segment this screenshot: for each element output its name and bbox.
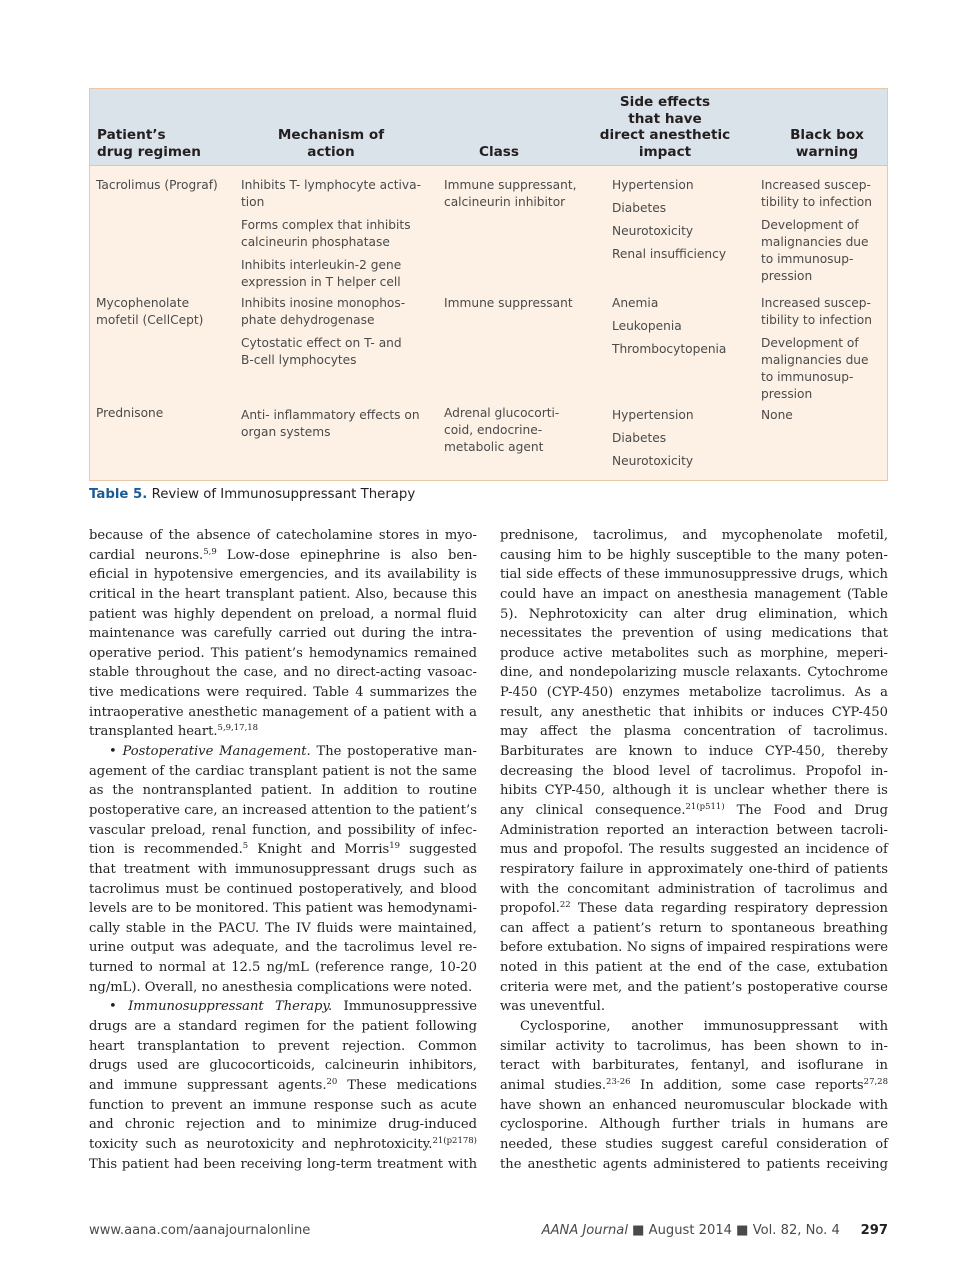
footer-separator: ■ <box>736 1223 749 1238</box>
body-line: toxicity such as neurotoxicity and nephrotoxicity.$^{21(p2178)}$ <box>89 1135 477 1152</box>
body-line: and chronic rejection and to minimize drug-induced <box>89 1117 477 1133</box>
row1-black-box: Increased suscep- tibility to infection Development of malignancies due to immunosup- pression <box>761 178 872 283</box>
body-line: • Postoperative Management. The postoperative man- <box>109 744 477 760</box>
body-line: the anesthetic agents administered to patients receiving <box>500 1156 888 1172</box>
body-line: transplanted heart.$^{5,9,17,18}$ <box>89 723 259 740</box>
body-line: produce active metabolites such as morphine, meperi- <box>500 645 888 661</box>
body-line: intraoperative anesthetic management of a patient with a <box>89 704 477 720</box>
row1-side-effects: Hypertension Diabetes Neurotoxicity Renal insufficiency <box>612 178 727 261</box>
header-class: Class <box>479 143 519 160</box>
body-line: patient was highly dependent on preload, a normal fluid <box>89 606 477 622</box>
citation-superscript: 23-26 <box>606 1076 631 1087</box>
row3-regimen: Prednisone <box>96 406 164 420</box>
body-line: could have an impact on anesthesia management (Table <box>500 586 888 602</box>
body-line: tion is recommended.$^5$ Knight and Morris$^{19}$ suggested <box>89 841 477 858</box>
body-line: urine output was adequate, and the tacrolimus level re- <box>89 940 477 956</box>
row1-regimen: Tacrolimus (Prograf) <box>96 178 218 192</box>
body-line: drugs are a standard regimen for the patient following <box>89 1019 477 1035</box>
body-line: noted in this patient at the end of the case, extubation <box>500 960 888 976</box>
body-line: cardial neurons.$^{5,9}$ Low-dose epinephrine is also ben- <box>89 546 477 563</box>
body-line: and immune suppressant agents.$^{20}$ These medications <box>89 1076 477 1093</box>
row1-class: Immune suppressant, calcineurin inhibitor <box>444 178 577 209</box>
body-line: criteria were met, and the patient’s postoperative course <box>500 979 888 995</box>
body-line: turned to normal at 12.5 ng/mL (reference range, 10-20 <box>89 960 477 976</box>
body-line: have shown an enhanced neuromuscular blockade with <box>500 1097 888 1113</box>
body-right-column <box>500 526 888 1174</box>
body-line: levels are to be monitored. This patient was hemodynami- <box>89 901 477 917</box>
body-line: • Immunosuppressant Therapy. Immunosuppressive <box>109 999 477 1015</box>
body-line: tacrolimus must be continued postoperatively, and blood <box>89 881 477 897</box>
body-line: propofol.$^{22}$ These data regarding respiratory depression <box>500 900 888 917</box>
body-line: any clinical consequence.$^{21(p511)}$ The Food and Drug <box>500 801 888 818</box>
row2-side-effects: Anemia Leukopenia Thrombocytopenia <box>612 296 727 356</box>
body-line: can affect a patient’s return to spontaneous breathing <box>500 920 888 936</box>
body-line: ng/mL). Overall, no anesthesia complications were noted. <box>89 979 473 995</box>
body-line: teract with barbiturates, fentanyl, and isoflurane in <box>500 1058 888 1074</box>
header-mechanism: Mechanism of action <box>277 127 385 160</box>
body-line: maintenance was carefully carried out during the intra- <box>89 626 477 642</box>
row2-class: Immune suppressant <box>444 296 573 310</box>
body-line: vascular preload, renal function, and possibility of infec- <box>89 822 477 838</box>
row2-mechanism: Inhibits inosine monophos- phate dehydrogenase Cytostatic effect on T- and B-cell lymphocytes <box>241 296 406 367</box>
body-line: animal studies.$^{23-26}$ In addition, some case reports$^{27,28}$ <box>500 1076 888 1093</box>
body-line: prednisone, tacrolimus, and mycophenolate mofetil, <box>500 528 888 543</box>
body-line: eficial in hypotensive emergencies, and its availability is <box>89 567 477 583</box>
table-header <box>90 89 887 166</box>
body-line: needed, these studies suggest careful consideration of <box>500 1136 888 1152</box>
row1-mechanism: Inhibits T- lymphocyte activa- tion Forms complex that inhibits calcineurin phosphatase Inhibits interleukin-2 gene expression in T helper cell <box>241 178 422 289</box>
footer-separator: ■ <box>632 1223 645 1238</box>
body-line: drugs used are glucocorticoids, calcineurin inhibitors, <box>89 1058 477 1074</box>
table-caption-text: Review of Immunosuppressant Therapy <box>151 487 416 502</box>
citation-superscript: 21(p2178) <box>432 1135 477 1146</box>
table-5 <box>89 88 888 481</box>
header-side-effects: Side effects that have direct anesthetic impact <box>599 94 731 160</box>
body-line: because of the absence of catecholamine stores in myo- <box>89 528 477 543</box>
citation-superscript: 27,28 <box>863 1076 888 1087</box>
body-line: Barbiturates are known to induce CYP-450, thereby <box>500 744 888 760</box>
body-left-column <box>89 526 477 1174</box>
body-line: necessitates the prevention of using medications that <box>500 626 888 642</box>
body-line: postoperative care, an increased attention to the patient’s <box>89 802 477 818</box>
header-black-box: Black box warning <box>790 127 864 160</box>
body-line: respiratory failure in approximately one-third of patients <box>500 861 888 877</box>
body-line: was uneventful. <box>500 999 605 1015</box>
body-line: Cyclosporine, another immunosuppressant with <box>520 1019 888 1035</box>
citation-superscript: 5 <box>242 841 249 852</box>
body-line: function to prevent an immune response such as acute <box>89 1097 477 1113</box>
footer-citation <box>542 1223 888 1238</box>
body-line: 5). Nephrotoxicity can alter drug elimination, which <box>500 606 888 622</box>
body-line: stable throughout the case, and no direct-acting vasoac- <box>89 665 477 681</box>
body-line: may affect the plasma concentration of tacrolimus. <box>500 724 888 740</box>
footer-journal: AANA Journal <box>541 1223 628 1238</box>
body-line: agement of the cardiac transplant patient is not the same <box>89 763 477 779</box>
row2-black-box: Increased suscep- tibility to infection Development of malignancies due to immunosup- pression <box>761 296 872 401</box>
row3-class: Adrenal glucocorti- coid, endocrine- metabolic agent <box>444 406 560 454</box>
body-line: hibits CYP-450, although it is unclear whether there is <box>500 783 888 799</box>
body-line: heart transplantation to prevent rejection. Common <box>89 1038 477 1054</box>
body-line: that treatment with immunosuppressant drugs such as <box>89 861 477 877</box>
footer-url[interactable]: www.aana.com/aanajournalonline <box>89 1223 311 1238</box>
body-line: tive medications were required. Table 4 summarizes the <box>89 685 477 701</box>
citation-superscript: 5,9,17,18 <box>217 723 259 734</box>
page-number: 297 <box>860 1223 888 1238</box>
body-line: This patient had been receiving long-term treatment with <box>89 1156 477 1172</box>
body-line: dine, and nondepolarizing muscle relaxants. Cytochrome <box>500 665 888 681</box>
body-line: P-450 (CYP-450) enzymes metabolize tacrolimus. As a <box>500 685 888 701</box>
body-line: as the nontransplanted patient. In addition to routine <box>89 783 477 799</box>
citation-superscript: 21(p511) <box>685 801 725 812</box>
body-line: operative period. This patient’s hemodynamics remained <box>89 645 477 661</box>
body-line: Administration reported an interaction between tacroli- <box>500 822 888 838</box>
citation-superscript: 19 <box>389 841 401 852</box>
citation-superscript: 20 <box>326 1076 338 1087</box>
citation-superscript: 22 <box>559 900 571 911</box>
row3-side-effects: Hypertension Diabetes Neurotoxicity <box>612 408 694 468</box>
body-line: critical in the heart transplant patient. Also, because this <box>89 586 477 602</box>
body-line: with the concomitant administration of tacrolimus and <box>500 881 888 897</box>
body-line: result, any anesthetic that inhibits or induces CYP-450 <box>500 704 888 720</box>
body-line: before extubation. No signs of impaired respirations were <box>500 940 888 956</box>
row3-black-box: None <box>761 408 793 422</box>
citation-superscript: 5,9 <box>203 546 217 557</box>
body-line: tial side effects of these immunosuppressive drugs, which <box>500 567 888 583</box>
body-line: cyclosporine. Although further trials in humans are <box>500 1117 888 1133</box>
body-line: cally stable in the PACU. The IV fluids were maintained, <box>89 920 477 936</box>
body-line: similar activity to tacrolimus, has been shown to in- <box>500 1038 888 1054</box>
row2-regimen: Mycophenolate mofetil (CellCept) <box>96 296 204 327</box>
row3-mechanism: Anti- inflammatory effects on organ systems <box>241 408 420 439</box>
body-line: mus and propofol. The results suggested an incidence of <box>500 842 888 858</box>
footer-volume: Vol. 82, No. 4 <box>752 1223 840 1238</box>
table-caption <box>89 487 415 502</box>
header-regimen: Patient’s drug regimen <box>97 127 201 160</box>
body-line: causing him to be highly susceptible to the many poten- <box>500 547 888 563</box>
footer-date: August 2014 <box>648 1223 732 1238</box>
body-line: decreasing the blood level of tacrolimus. Propofol in- <box>500 763 888 779</box>
table-caption-label: Table 5. <box>89 487 148 502</box>
